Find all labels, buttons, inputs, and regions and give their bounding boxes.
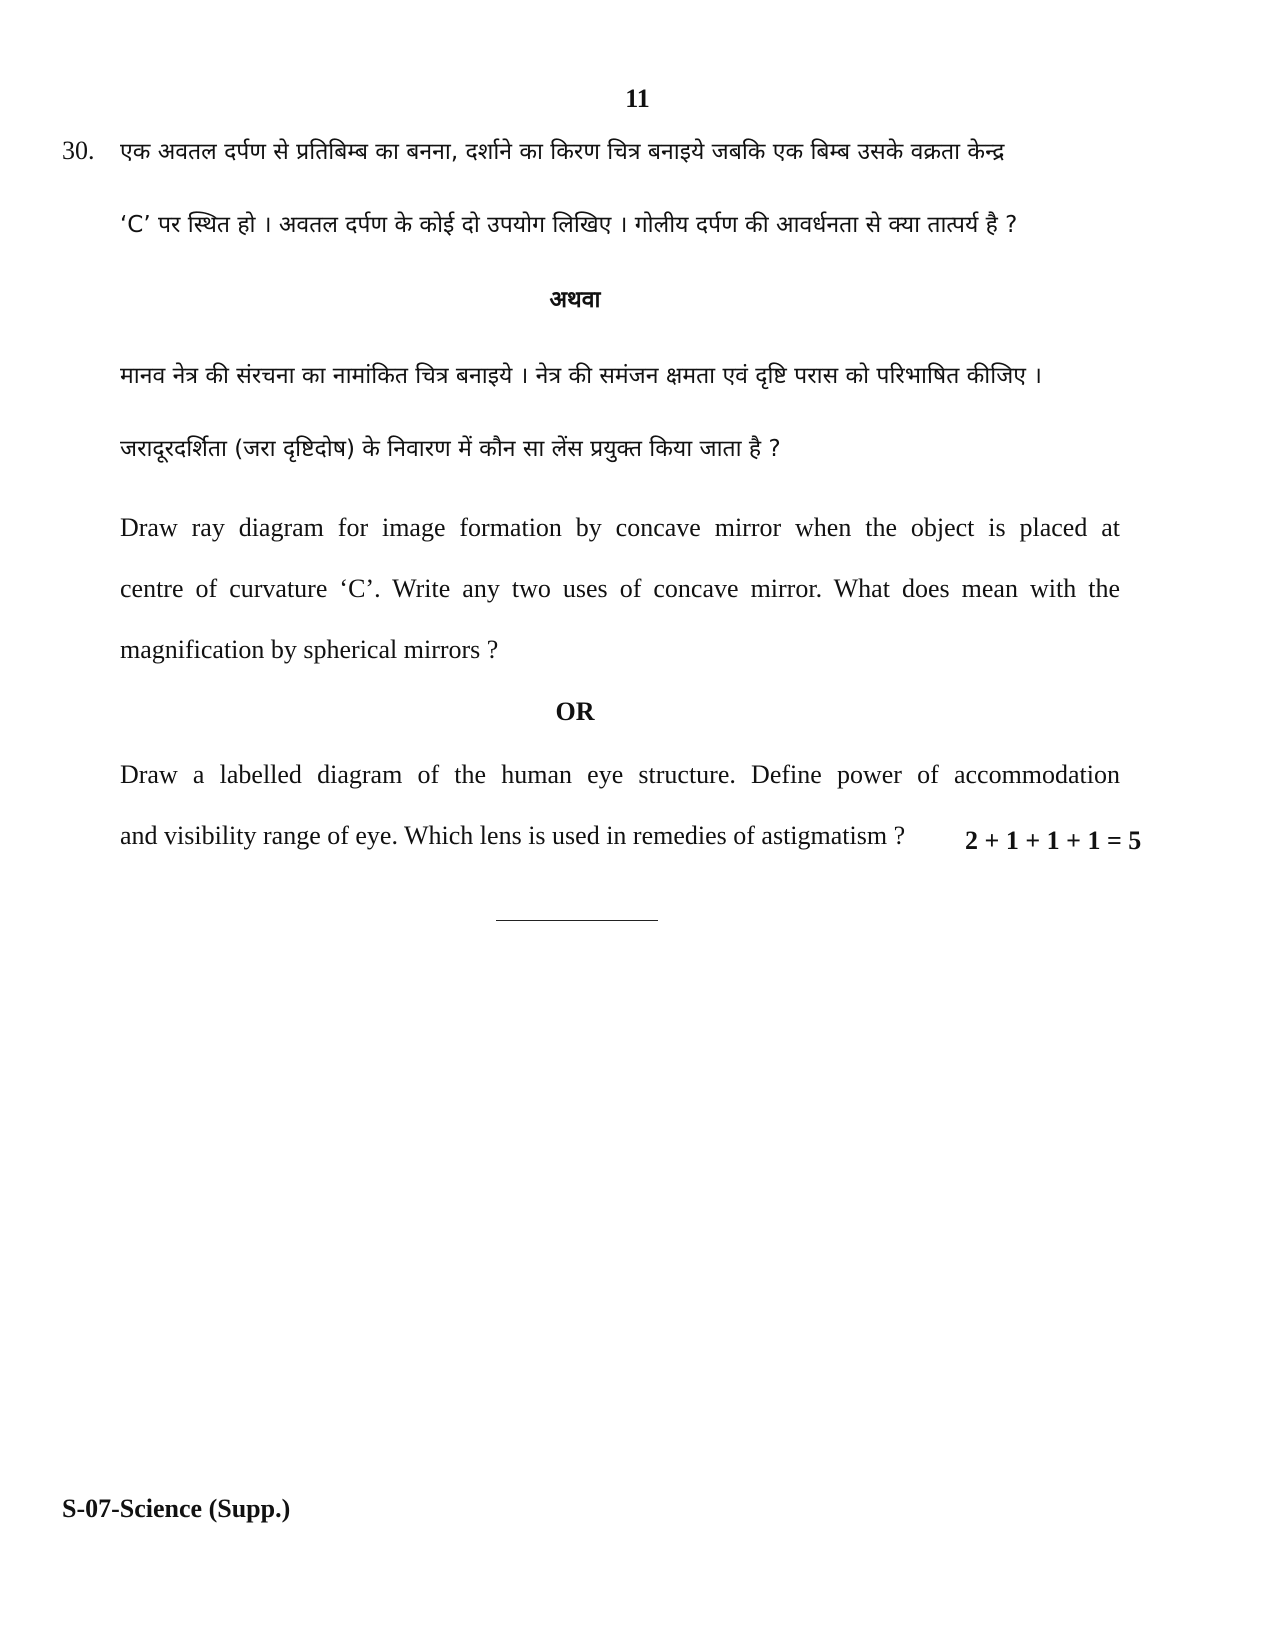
english-alt-line: Draw a labelled diagram of the human eye structure. Define power of accommodation [120, 760, 1120, 789]
english-or-heading: OR [555, 697, 595, 726]
english-question-line: magnification by spherical mirrors ? [120, 635, 499, 664]
marks-distribution: 2 + 1 + 1 + 1 = 5 [965, 826, 1142, 855]
page-number: 11 [625, 84, 650, 113]
hindi-alt-line: जरादूरदर्शिता (जरा दृष्टिदोष) के निवारण में कौन सा लेंस प्रयुक्त किया जाता है ? [120, 436, 781, 462]
english-question-line: Draw ray diagram for image formation by concave mirror when the object is placed at [120, 513, 1120, 542]
hindi-question [120, 122, 1120, 256]
footer-paper-code: S-07-Science (Supp.) [62, 1494, 291, 1523]
english-question [120, 497, 1120, 680]
english-question-line: centre of curvature ‘C’. Write any two uses of concave mirror. What does mean with the [120, 574, 1120, 603]
hindi-question-line: ‘C’ पर स्थित हो । अवतल दर्पण के कोई दो उपयोग लिखिए । गोलीय दर्पण की आवर्धनता से क्या तात्पर्य है ? [120, 212, 1018, 238]
hindi-or-heading: अथवा [549, 287, 601, 313]
question-number: 30. [62, 136, 95, 165]
hindi-alt-line: मानव नेत्र की संरचना का नामांकित चित्र बनाइये । नेत्र की समंजन क्षमता एवं दृष्टि परास को परिभाषित कीजिए । [120, 363, 1043, 389]
english-alt-line: and visibility range of eye. Which lens is used in remedies of astigmatism ? [120, 821, 906, 850]
hindi-alternative-question [120, 346, 1120, 480]
end-rule [496, 920, 658, 921]
hindi-question-line: एक अवतल दर्पण से प्रतिबिम्ब का बनना, दर्शाने का किरण चित्र बनाइये जबकि एक बिम्ब उसके वक्रता केन्द्र [120, 139, 1005, 165]
